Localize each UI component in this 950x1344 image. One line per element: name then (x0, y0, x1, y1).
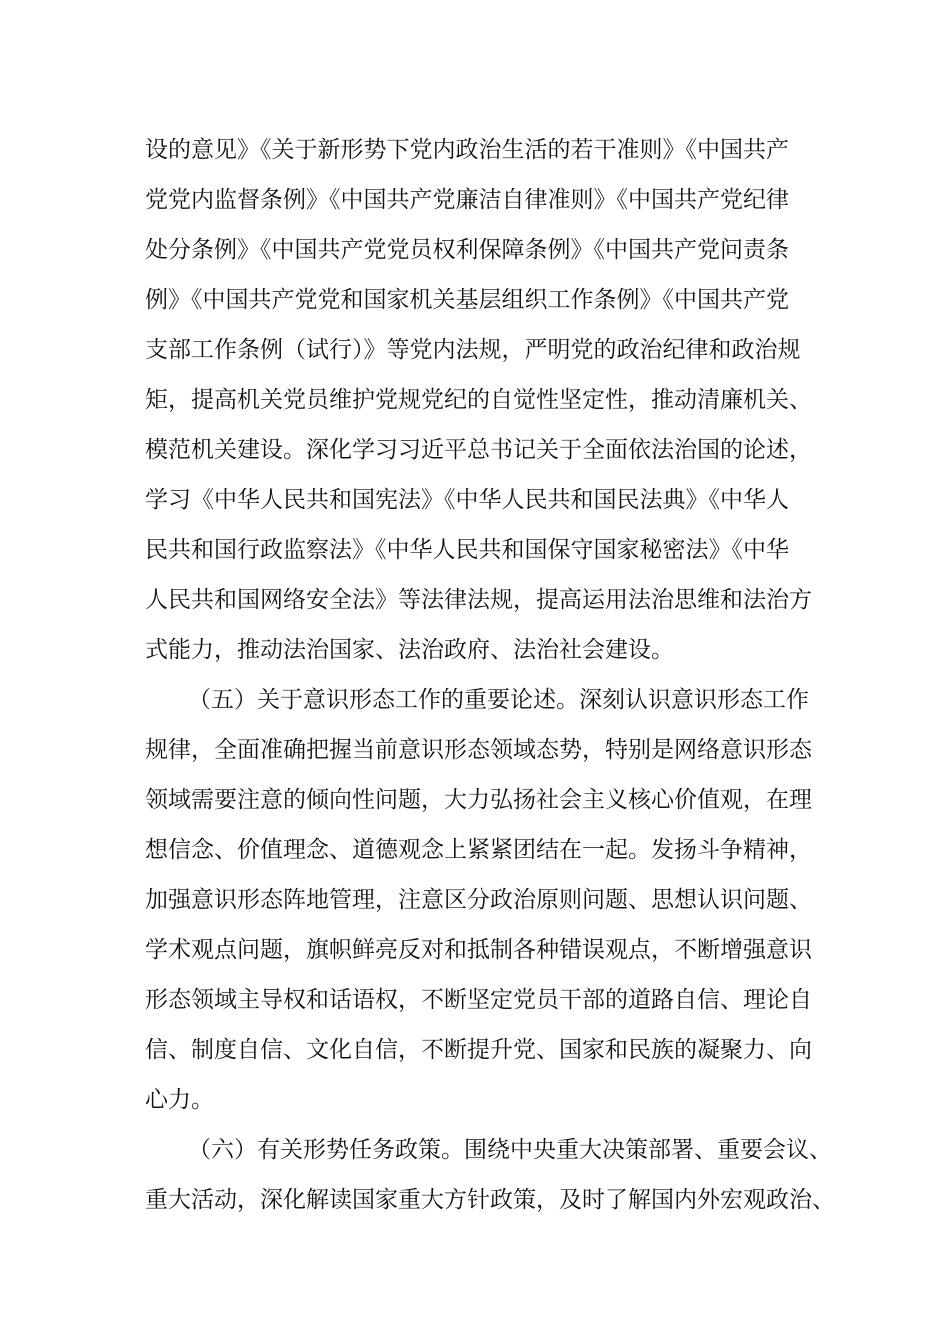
text-line: 支部工作条例（试行）》等党内法规，严明党的政治纪律和政治规 (145, 337, 801, 363)
text-line: 领域需要注意的倾向性问题，大力弘扬社会主义核心价值观，在理 (145, 787, 812, 813)
text-line: 矩，提高机关党员维护党规党纪的自觉性坚定性，推动清廉机关、 (145, 387, 812, 413)
text-line: 处分条例》《中国共产党党员权利保障条例》《中国共产党问责条 (145, 237, 789, 263)
text-line: 规律，全面准确把握当前意识形态领域态势，特别是网络意识形态 (145, 737, 812, 763)
text-line: 心力。 (145, 1087, 214, 1113)
text-line: 信、制度自信、文化自信，不断提升党、国家和民族的凝聚力、向 (145, 1037, 812, 1063)
text-line: 民共和国行政监察法》《中华人民共和国保守国家秘密法》《中华 (145, 537, 789, 563)
text-line: 学术观点问题，旗帜鲜亮反对和抵制各种错误观点，不断增强意识 (145, 937, 812, 963)
section-heading-line: （五）关于意识形态工作的重要论述。深刻认识意识形态工作 (188, 687, 809, 713)
text-line: 人民共和国网络安全法》等法律法规，提高运用法治思维和法治方 (145, 587, 812, 613)
text-line: 模范机关建设。深化学习习近平总书记关于全面依法治国的论述， (145, 437, 812, 463)
section-heading-line: （六）有关形势任务政策。围绕中央重大决策部署、重要会议、 (188, 1137, 832, 1163)
text-line: 设的意见》《关于新形势下党内政治生活的若干准则》《中国共产 (145, 137, 789, 163)
text-line: 式能力，推动法治国家、法治政府、法治社会建设。 (145, 637, 674, 663)
text-line: 例》《中国共产党党和国家机关基层组织工作条例》《中国共产党 (145, 287, 789, 313)
text-line: 重大活动，深化解读国家重大方针政策，及时了解国内外宏观政治、 (145, 1187, 835, 1213)
text-line: 学习《中华人民共和国宪法》《中华人民共和国民法典》《中华人 (145, 487, 789, 513)
text-line: 形态领域主导权和话语权，不断坚定党员干部的道路自信、理论自 (145, 987, 812, 1013)
text-line: 加强意识形态阵地管理，注意区分政治原则问题、思想认识问题、 (145, 887, 812, 913)
text-line: 党党内监督条例》《中国共产党廉洁自律准则》《中国共产党纪律 (145, 187, 789, 213)
text-line: 想信念、价值理念、道德观念上紧紧团结在一起。发扬斗争精神， (145, 837, 812, 863)
